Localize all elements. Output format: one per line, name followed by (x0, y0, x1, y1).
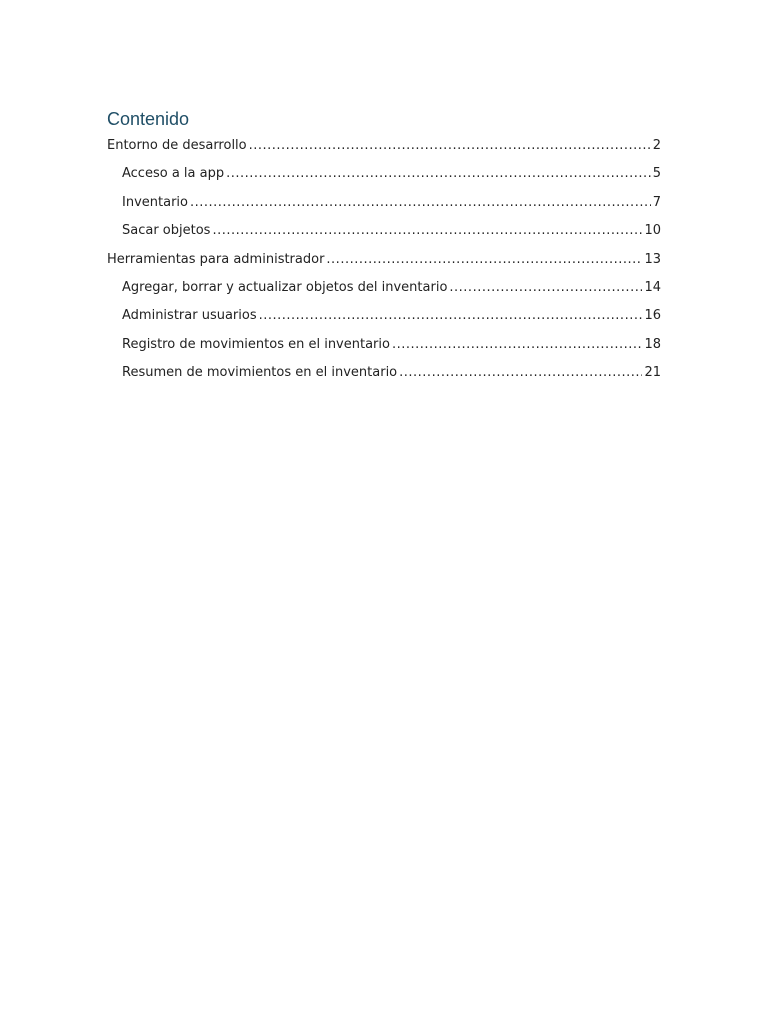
toc-entry-page: 10 (644, 223, 661, 239)
table-of-contents (107, 108, 661, 388)
toc-entry-title: Administrar usuarios (122, 308, 257, 324)
toc-entry[interactable] (107, 302, 661, 330)
toc-entry-title: Sacar objetos (122, 223, 211, 239)
toc-entry-page: 14 (644, 279, 661, 295)
toc-entry[interactable] (107, 132, 661, 160)
toc-entry-title: Inventario (122, 194, 188, 210)
dot-leader (212, 217, 642, 245)
toc-entry-title: Acceso a la app (122, 166, 225, 182)
dot-leader (259, 302, 643, 330)
toc-entry-title: Herramientas para administrador (107, 251, 325, 267)
toc-entry[interactable] (107, 217, 661, 245)
toc-entry-title: Agregar, borrar y actualizar objetos del inventario (122, 279, 448, 295)
toc-entry-page: 21 (644, 365, 661, 381)
toc-entry-page: 18 (644, 336, 661, 352)
toc-entry[interactable] (107, 160, 661, 188)
dot-leader (392, 331, 642, 359)
dot-leader (326, 246, 642, 274)
toc-entry[interactable] (107, 359, 661, 387)
toc-entry-page: 7 (652, 194, 661, 210)
toc-entry-page: 5 (652, 166, 661, 182)
toc-entry-page: 13 (644, 251, 661, 267)
toc-entry-title: Entorno de desarrollo (107, 138, 247, 153)
toc-entry-title: Registro de movimientos en el inventario (122, 336, 390, 352)
dot-leader (449, 274, 642, 302)
dot-leader (249, 132, 651, 160)
toc-entry-title: Resumen de movimientos en el inventario (122, 365, 398, 381)
toc-list (107, 132, 661, 388)
dot-leader (399, 359, 642, 387)
toc-entry[interactable] (107, 331, 661, 359)
toc-heading: Contenido (107, 109, 190, 129)
toc-entry[interactable] (107, 274, 661, 302)
toc-entry[interactable] (107, 246, 661, 274)
dot-leader (190, 189, 651, 217)
toc-entry-page: 2 (652, 138, 661, 153)
dot-leader (226, 160, 651, 188)
toc-entry-page: 16 (644, 308, 661, 324)
toc-entry[interactable] (107, 189, 661, 217)
